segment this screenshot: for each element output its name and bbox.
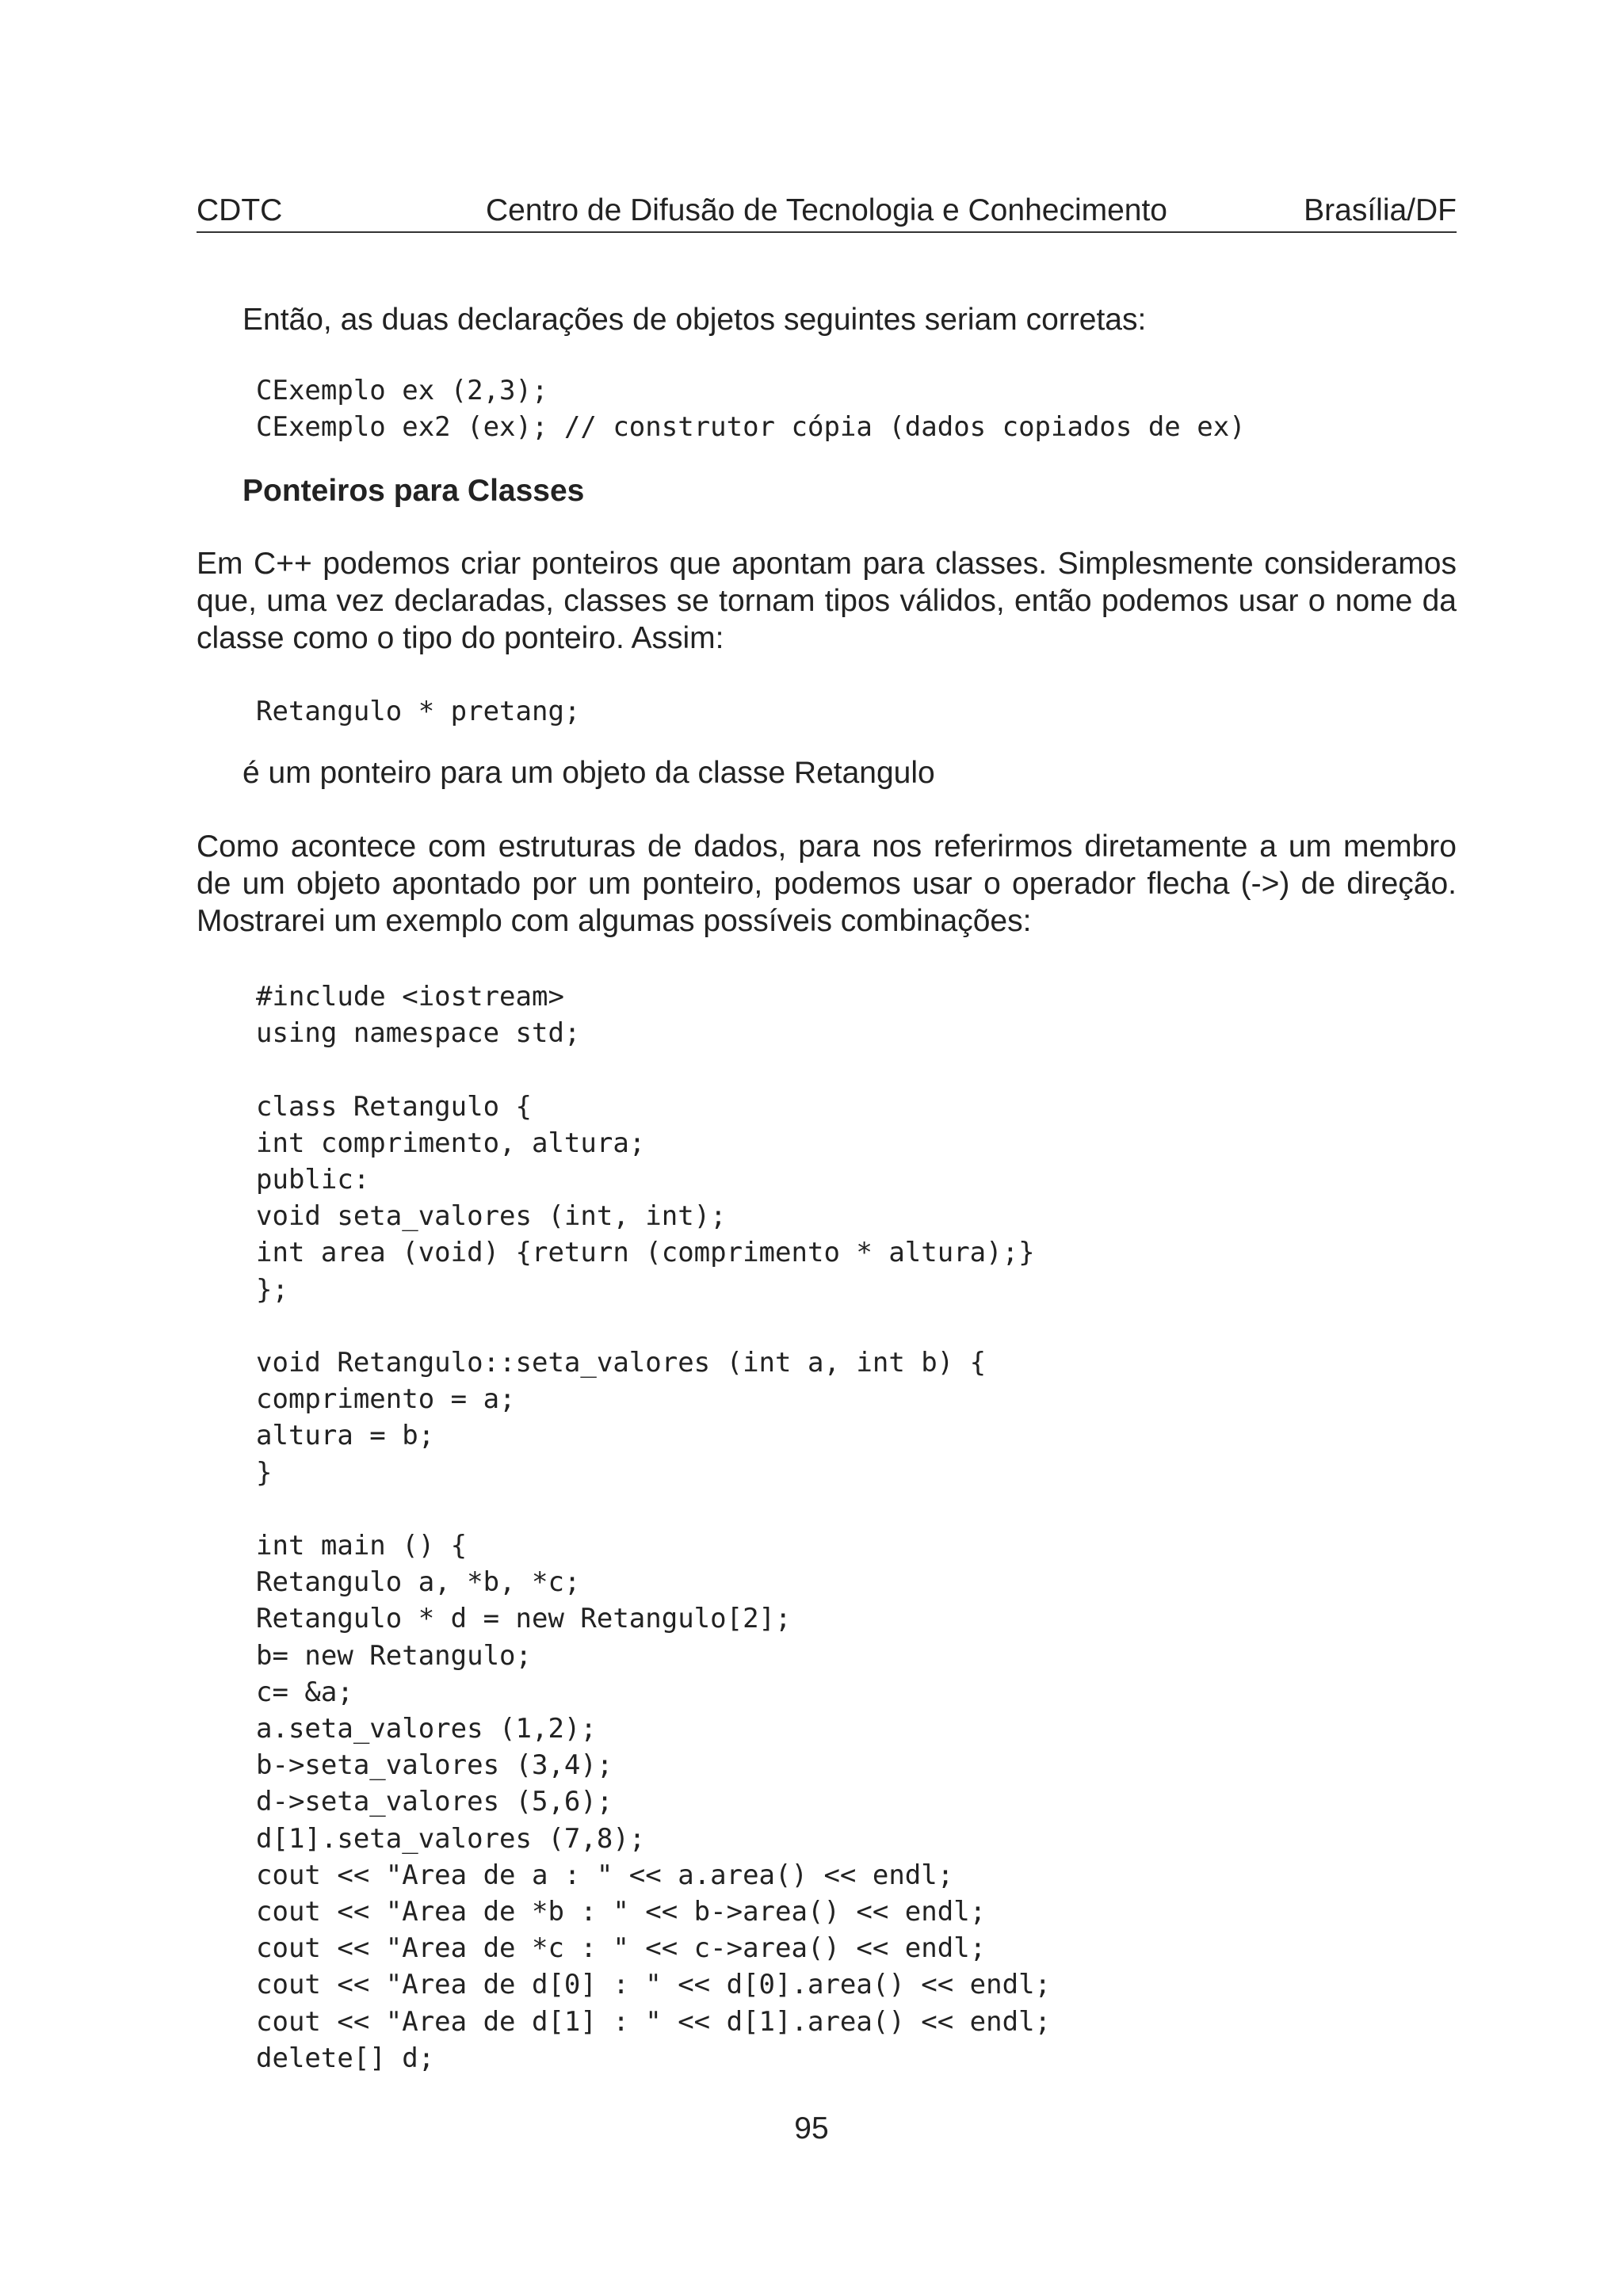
pointer-note: é um ponteiro para um objeto da classe Retangulo xyxy=(242,756,935,790)
header-left: CDTC xyxy=(197,193,283,227)
header-center: Centro de Difusão de Tecnologia e Conhecimento xyxy=(486,193,1167,227)
code-block-constructors: CExemplo ex (2,3); CExemplo ex2 (ex); // construtor cópia (dados copiados de ex) xyxy=(256,375,1246,444)
code-block-pointer-declaration: Retangulo * pretang; xyxy=(256,696,581,727)
code-block-example: #include <iostream> using namespace std; class Retangulo { int comprimento, altura; public: void seta_valores (int, int); int area (void) {return (comprimento * altura);} }; void Retangulo::seta_valores (int a, int b) { comprimento = a; altura = b; } int main () { Retangulo a, *b, *c; Retangulo * d = new Retangulo[2]; b= new Retangulo; c= &a; a.seta_valores (1,2); b->seta_valores (3,4); d->seta_valores (5,6); d[1].seta_valores (7,8); cout << "Area de a : " << a.area() << endl; cout << "Area de *b : " << b->area() << endl; cout << "Area de *c : " << c->area() << endl; cout << "Area de d[0] : " << d[0].area() << endl; cout << "Area de d[1] : " << d[1].area() << endl; delete[] d; xyxy=(256,981,1052,2074)
header-right: Brasília/DF xyxy=(1304,193,1457,227)
intro-text: Então, as duas declarações de objetos seguintes seriam corretas: xyxy=(242,303,1147,337)
paragraph-arrow-operator: Como acontece com estruturas de dados, para nos referirmos diretamente a um membro de um objeto apontado por um ponteiro, podemos usar o operador flecha (->) de direção. Mostrarei um exemplo com algumas possíveis combinações: xyxy=(197,830,1457,938)
paragraph-pointers-intro: Em C++ podemos criar ponteiros que apontam para classes. Simplesmente consideramos que, uma vez declaradas, classes se tornam tipos válidos, então podemos usar o nome da classe como o tipo do ponteiro. Assim: xyxy=(197,547,1457,655)
page-header xyxy=(197,190,1457,233)
section-heading: Ponteiros para Classes xyxy=(242,474,585,508)
page-number: 95 xyxy=(794,2111,829,2145)
